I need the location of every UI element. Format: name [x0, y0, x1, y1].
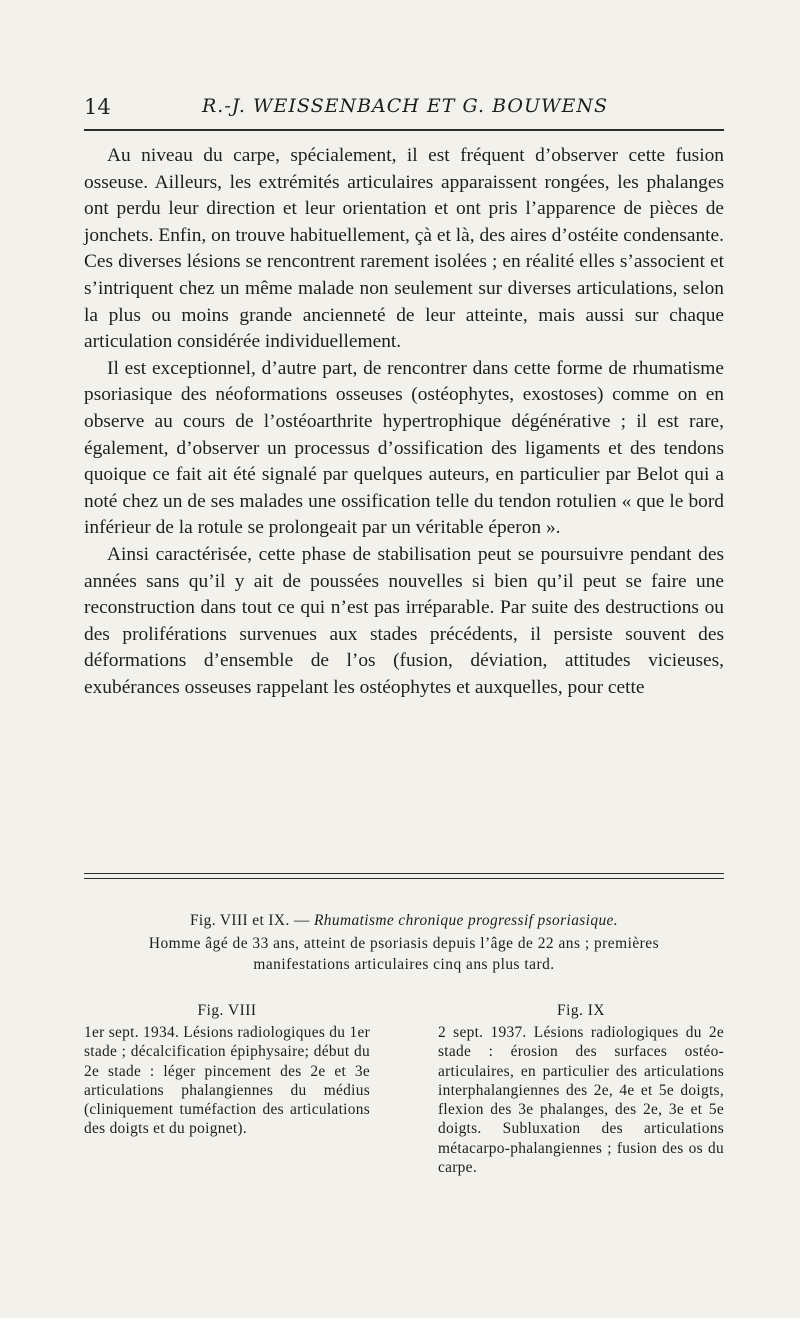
paragraph: Il est exceptionnel, d’autre part, de rencontrer dans cette forme de rhumatisme psoriasique des néoformations osseuses (ostéophytes, exostoses) comme on en observe au cours de l’ostéoarthrite hypertrophique dégénérative ; il est rare, également, d’observer un processus d’ossification des ligaments et des tendons quoique ce fait ait été signalé par quelques auteurs, en particulier par Belot qui a noté chez un de ses malades une ossification telle du tendon rotulien « que le bord inférieur de la rotule se prolongeait par un véritable éperon ».	[84, 357, 724, 539]
caption-title-italic: Rhumatisme chronique progressif psoriasique.	[314, 912, 619, 929]
caption-left-heading: Fig. VIII	[197, 1002, 257, 1019]
page-number: 14	[84, 95, 111, 119]
header-rule	[84, 129, 724, 131]
caption-subtitle: Homme âgé de 33 ans, atteint de psoriasis depuis l’âge de 22 ans ; premières manifestations articulaires cinq ans plus tard.	[148, 935, 660, 973]
caption-right-text: 2 sept. 1937. Lésions radiologiques du 2e stade : érosion des surfaces ostéo-articulaires, en particulier des articulations interphalangiennes des 2e, 4e et 5e doigts, flexion des 3e phalanges, des 2e, 3e et 5e doigts. Subluxation des articulations métacarpo-phalangiennes ; fusion des os du carpe.	[438, 1024, 724, 1177]
caption-column-right	[438, 1000, 724, 1177]
paragraph: Ainsi caractérisée, cette phase de stabilisation peut se poursuivre pendant des années sans qu’il y ait de poussées nouvelles si bien qu’il peut se faire une reconstruction dans tout ce qui n’est pas irréparable. Par suite des destructions ou des proliférations survenues aux stades précédents, il persiste souvent des déformations d’ensemble de l’os (fusion, déviation, attitudes vicieuses, exubérances osseuses rappelant les ostéophytes et auxquelles, pour cette	[84, 543, 724, 698]
caption-right-heading: Fig. IX	[557, 1002, 605, 1019]
running-title: R.-J. WEISSENBACH ET G. BOUWENS	[202, 95, 609, 117]
caption-title	[84, 910, 724, 931]
figure-caption	[84, 910, 724, 975]
caption-left-text: 1er sept. 1934. Lésions radiologiques du 1er stade ; décalcification épiphysaire; début du 2e stade : léger pincement des 2e et 3e articulations phalangiennes du médius (cliniquement tuméfaction des articulations des doigts et du poignet).	[84, 1024, 370, 1138]
paragraph: Au niveau du carpe, spécialement, il est fréquent d’observer cette fusion osseuse. Ailleurs, les extrémités articulaires apparaissent rongées, les phalanges ont perdu leur direction et leur orientation et ont pris l’apparence de pièces de jonchets. Enfin, on trouve habituellement, çà et là, des aires d’ostéite condensante. Ces diverses lésions se rencontrent rarement isolées ; en réalité elles s’associent et s’intriquent chez un même malade non seulement sur diverses articulations, selon la plus ou moins grande ancienneté de leur atteinte, mais aussi sur chaque articulation considérée individuellement.	[84, 145, 724, 353]
caption-column-left	[84, 1000, 370, 1139]
caption-rule-top	[84, 873, 724, 874]
running-head	[84, 95, 720, 125]
caption-rule-bottom	[84, 878, 724, 879]
body-text	[84, 143, 724, 701]
caption-figure-label: Fig. VIII et IX. —	[189, 912, 310, 929]
